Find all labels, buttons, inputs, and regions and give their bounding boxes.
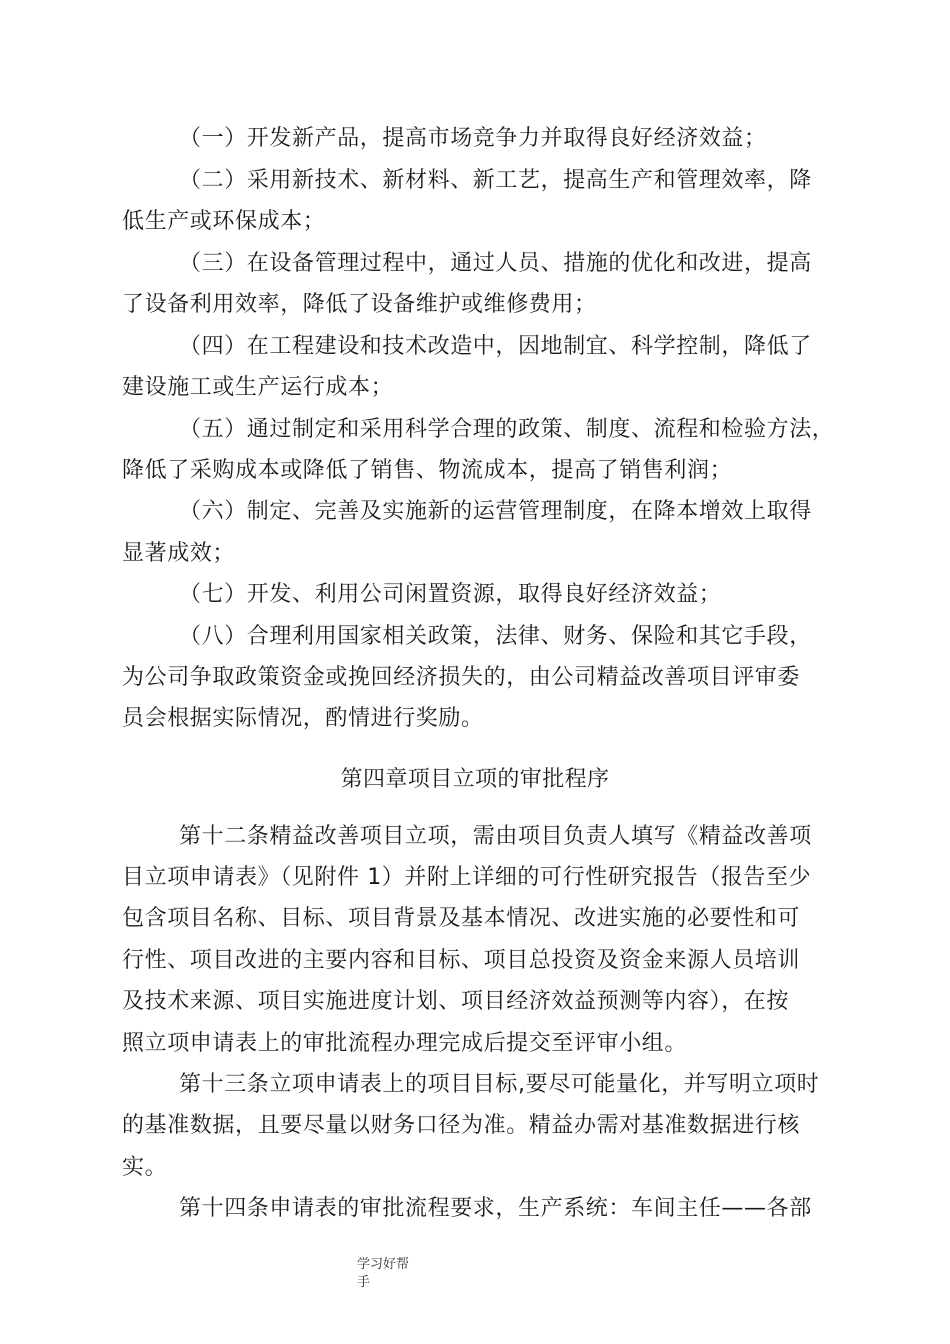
list-item-8-line-2: 为公司争取政策资金或挽回经济损失的，由公司精益改善项目评审委 bbox=[122, 665, 801, 690]
article-12-line-1: 第十二条精益改善项目立项，需由项目负责人填写《精益改善项 bbox=[179, 824, 812, 849]
article-13-line-1: 第十三条立项申请表上的项目目标,要尽可能量化，并写明立项时 bbox=[179, 1072, 820, 1097]
list-item-4-line-2: 建设施工或生产运行成本； bbox=[122, 375, 394, 400]
footer-text-line-1: 学习好帮 bbox=[357, 1257, 410, 1272]
article-12-line-3: 包含项目名称、目标、项目背景及基本情况、改进实施的必要性和可 bbox=[122, 906, 801, 931]
list-item-5-line-1: （五）通过制定和采用科学合理的政策、制度、流程和检验方法， bbox=[179, 417, 835, 442]
article-12-line-2: 目立项申请表》（见附件 1）并附上详细的可行性研究报告（报告至少 bbox=[122, 865, 812, 890]
article-12-line-4: 行性、项目改进的主要内容和目标、项目总投资及资金来源人员培训 bbox=[122, 948, 801, 973]
article-13-line-3: 实。 bbox=[122, 1155, 168, 1180]
list-item-4-line-1: （四）在工程建设和技术改造中，因地制宜、科学控制，降低了 bbox=[179, 334, 812, 359]
list-item-2-line-1: （二）采用新技术、新材料、新工艺，提高生产和管理效率，降 bbox=[179, 168, 812, 193]
list-item-2-line-2: 低生产或环保成本； bbox=[122, 209, 326, 234]
list-item-1: （一）开发新产品，提高市场竞争力并取得良好经济效益； bbox=[179, 126, 767, 151]
list-item-8-line-3: 员会根据实际情况，酌情进行奖励。 bbox=[122, 706, 484, 731]
footer-text-line-2: 手 bbox=[357, 1275, 371, 1290]
list-item-5-line-2: 降低了采购成本或降低了销售、物流成本，提高了销售利润； bbox=[122, 458, 733, 483]
list-item-7: （七）开发、利用公司闲置资源，取得良好经济效益； bbox=[179, 582, 722, 607]
list-item-3-line-1: （三）在设备管理过程中，通过人员、措施的优化和改进，提高 bbox=[179, 251, 812, 276]
list-item-8-line-1: （八）合理利用国家相关政策，法律、财务、保险和其它手段， bbox=[179, 624, 812, 649]
chapter-heading: 第四章项目立项的审批程序 bbox=[340, 767, 610, 792]
list-item-3-line-2: 了设备利用效率，降低了设备维护或维修费用； bbox=[122, 292, 597, 317]
list-item-6-line-1: （六）制定、完善及实施新的运营管理制度，在降本增效上取得 bbox=[179, 499, 812, 524]
article-12-line-5: 及技术来源、项目实施进度计划、项目经济效益预测等内容），在按 bbox=[122, 989, 790, 1014]
article-14-line-1: 第十四条申请表的审批流程要求，生产系统：车间主任——各部 bbox=[179, 1196, 812, 1221]
article-12-line-6: 照立项申请表上的审批流程办理完成后提交至评审小组。 bbox=[122, 1031, 688, 1056]
article-13-line-2: 的基准数据，且要尽量以财务口径为准。精益办需对基准数据进行核 bbox=[122, 1113, 801, 1138]
list-item-6-line-2: 显著成效； bbox=[122, 541, 236, 566]
